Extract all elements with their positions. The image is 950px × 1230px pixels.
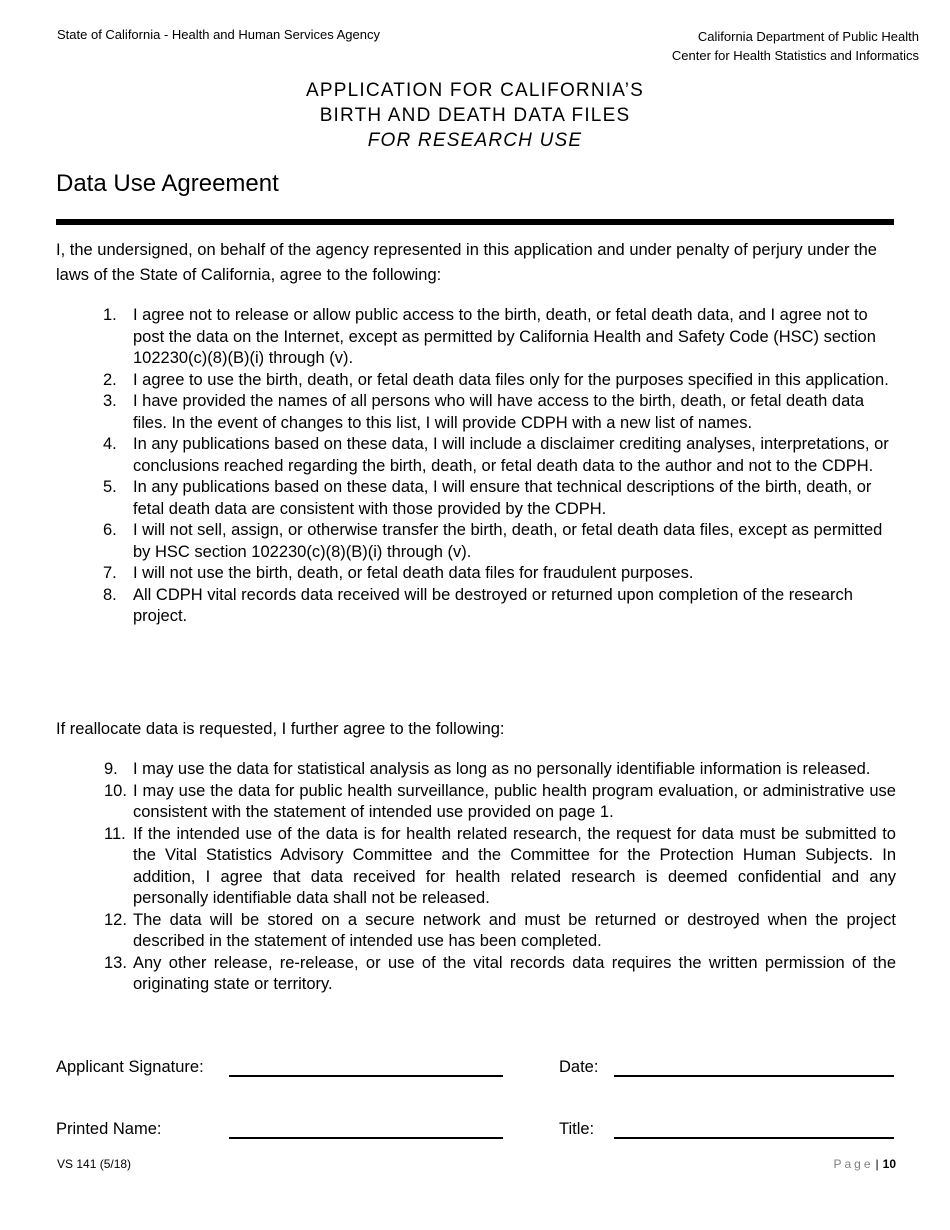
list-item <box>56 305 896 370</box>
item-number: 6. <box>103 521 117 539</box>
intro-paragraph: I, the undersigned, on behalf of the agency represented in this application and under penalty of perjury under the laws of the State of California, agree to the following: <box>56 241 877 284</box>
department-name: California Department of Public Health <box>697 29 919 44</box>
title-line-1: APPLICATION FOR CALIFORNIA’S <box>306 80 644 101</box>
item-text: I will not sell, assign, or otherwise transfer the birth, death, or fetal death data files, except as permitted by HSC section 102230(c)(8)(B)(i) through (v). <box>133 521 883 561</box>
item-text: I will not use the birth, death, or fetal death data files for fraudulent purposes. <box>133 564 694 582</box>
item-number: 10. <box>104 781 127 800</box>
page-word: Page <box>833 1157 874 1171</box>
item-number: 4. <box>103 435 117 453</box>
form-id: VS 141 (5/18) <box>57 1157 132 1171</box>
agreement-terms-list <box>56 305 896 628</box>
list-item <box>56 370 896 392</box>
department-header <box>672 27 919 65</box>
list-item <box>56 910 896 953</box>
agency-header: State of California - Health and Human Services Agency <box>57 27 381 42</box>
printed-name-label: Printed Name: <box>56 1120 162 1138</box>
item-text: If the intended use of the data is for health related research, the request for data must be submitted to the Vital Statistics Advisory Committee and the Committee for the Protection Human Subjects. In addition, I agree that data received for health related research is deemed confidential and any personally identifiable data shall not be released. <box>133 824 896 907</box>
list-item <box>56 585 896 628</box>
item-number: 9. <box>104 760 118 778</box>
list-item <box>56 391 896 434</box>
list-item <box>56 781 896 824</box>
date-label: Date: <box>559 1058 599 1076</box>
list-item <box>56 434 896 477</box>
reallocate-intro: If reallocate data is requested, I further agree to the following: <box>56 720 505 738</box>
item-text: I agree to use the birth, death, or fetal death data files only for the purposes specified in this application. <box>133 370 889 389</box>
item-number: 1. <box>103 306 117 324</box>
item-number: 5. <box>103 478 117 496</box>
item-text: The data will be stored on a secure network and must be returned or destroyed when the project described in the statement of intended use has been completed. <box>133 910 896 950</box>
list-item <box>56 759 896 781</box>
center-name: Center for Health Statistics and Informatics <box>671 48 919 63</box>
list-item <box>56 824 896 910</box>
reallocate-terms-list <box>56 759 896 996</box>
item-text: I have provided the names of all persons who will have access to the birth, death, or fetal death data files. In the event of changes to this list, I will provide CDPH with a new list of names. <box>133 392 865 432</box>
item-number: 12. <box>104 910 127 929</box>
item-number: 7. <box>103 564 117 582</box>
title-field[interactable] <box>614 1137 894 1139</box>
applicant-signature-field[interactable] <box>229 1075 503 1077</box>
item-text: I agree not to release or allow public access to the birth, death, or fetal death data, and I agree not to post the data on the Internet, except as permitted by California Health and Safety Code (HSC) section 102230(c)(8)(B)(i) through (v). <box>133 306 876 367</box>
item-text: Any other release, re-release, or use of the vital records data requires the written permission of the originating state or territory. <box>133 953 896 993</box>
document-title <box>0 78 950 153</box>
item-text: In any publications based on these data, I will include a disclaimer crediting analyses, interpretations, or conclusions reached regarding the birth, death, or fetal death data to the author and not to the CDPH. <box>133 435 889 475</box>
page-indicator <box>833 1157 896 1171</box>
title-line-2: BIRTH AND DEATH DATA FILES <box>319 105 631 126</box>
list-item <box>56 520 896 563</box>
applicant-signature-label: Applicant Signature: <box>56 1058 204 1076</box>
item-text: All CDPH vital records data received will be destroyed or returned upon completion of the research project. <box>133 585 853 625</box>
list-item <box>56 477 896 520</box>
heading-rule <box>56 219 894 225</box>
item-text: I may use the data for public health surveillance, public health program evaluation, or administrative use consistent with the statement of intended use provided on page 1. <box>133 781 896 821</box>
section-heading: Data Use Agreement <box>56 170 279 197</box>
page-number: 10 <box>882 1157 896 1171</box>
item-text: I may use the data for statistical analysis as long as no personally identifiable information is released. <box>133 760 871 778</box>
item-number: 8. <box>103 585 117 604</box>
item-number: 3. <box>103 392 117 410</box>
title-label: Title: <box>559 1120 595 1138</box>
page-separator: | <box>875 1157 879 1171</box>
item-number: 13. <box>104 953 127 972</box>
printed-name-field[interactable] <box>229 1137 503 1139</box>
item-number: 11. <box>104 824 126 843</box>
list-item <box>56 563 896 585</box>
title-line-3: FOR RESEARCH USE <box>367 130 583 151</box>
item-number: 2. <box>103 370 117 389</box>
date-field[interactable] <box>614 1075 894 1077</box>
item-text: In any publications based on these data, I will ensure that technical descriptions of the birth, death, or fetal death data are consistent with those provided by the CDPH. <box>133 478 872 518</box>
list-item <box>56 953 896 996</box>
